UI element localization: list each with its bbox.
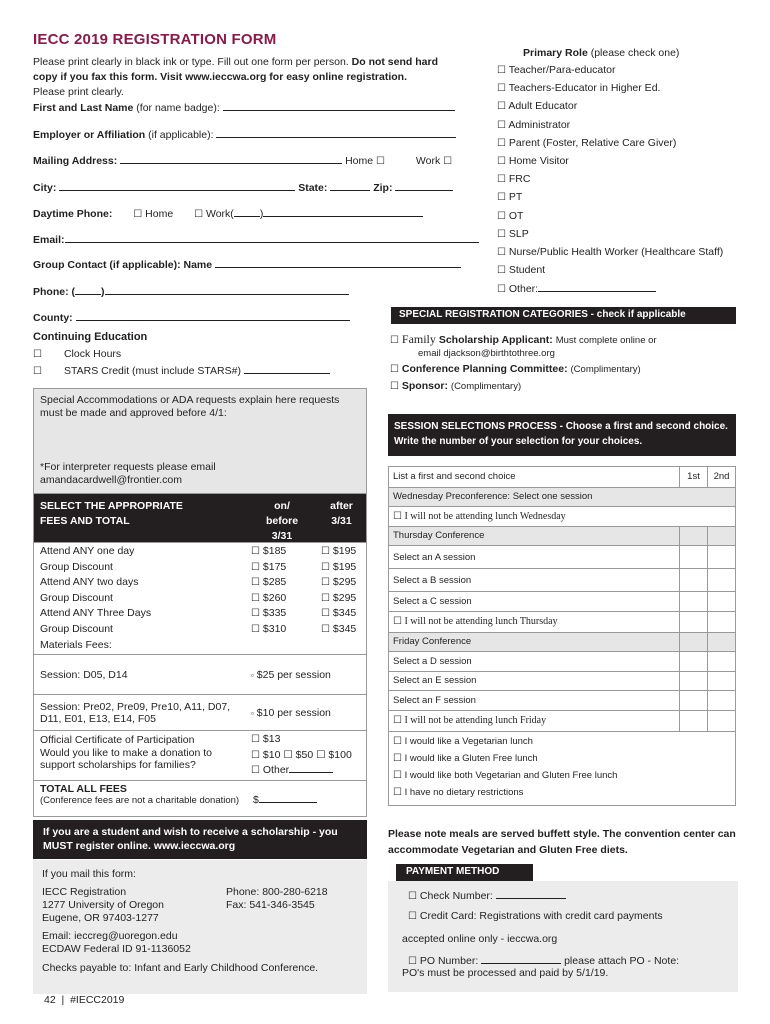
session-a-row[interactable] [389, 545, 735, 568]
role-label: PT [508, 191, 523, 204]
session-b-row[interactable] [389, 568, 735, 591]
checkbox-icon[interactable]: ▫ [251, 670, 254, 680]
role-item[interactable] [497, 246, 757, 264]
fee-before-value: $285 [262, 576, 287, 589]
email-line[interactable] [65, 233, 479, 243]
sponsor-option[interactable] [390, 380, 521, 392]
family-scholarship-label: Scholarship Applicant: [438, 334, 553, 346]
phone-work-close: ) [259, 208, 264, 220]
total-line[interactable] [259, 793, 317, 803]
total-note: (Conference fees are not a charitable donation) [40, 795, 240, 807]
name-note: (for name badge): [136, 102, 220, 114]
fees-table [33, 493, 367, 817]
fee-before-value: $175 [262, 560, 287, 573]
role-label: Adult Educator [508, 100, 578, 113]
friday-lunch-label: I will not be attending lunch Friday [404, 715, 547, 726]
checkbox-icon[interactable]: ☐ [393, 735, 402, 747]
payment-po[interactable] [408, 954, 679, 967]
friday-title-row [389, 632, 735, 652]
intro-line2: copy if you fax this form. Visit www.ieccwa.org for easy online registration. [33, 71, 408, 83]
wednesday-lunch-row[interactable] [389, 506, 735, 526]
mail-fax: Fax: 541-346-3545 [226, 899, 315, 911]
diet-gluten-free[interactable] [389, 753, 735, 770]
sessions-header-2nd: 2nd [707, 467, 735, 487]
phone2-line[interactable] [105, 285, 349, 295]
role-label: Teacher/Para-educator [508, 64, 616, 76]
mail-email-block [42, 930, 191, 956]
session-e-row[interactable] [389, 671, 735, 691]
payment-method-bar: PAYMENT METHOD [396, 864, 533, 881]
checkbox-icon[interactable]: ☐ [393, 769, 402, 781]
checkbox-icon[interactable]: ☐ [251, 577, 260, 589]
role-item[interactable] [497, 64, 757, 82]
fee-after-value: $295 [332, 591, 357, 604]
friday-lunch-row[interactable] [389, 710, 735, 731]
zip-label: Zip: [373, 182, 393, 194]
session1-price: $25 per session [256, 668, 331, 681]
session-d-2nd[interactable] [707, 652, 735, 671]
credit-label: Credit Card: Registrations with credit card payments [419, 910, 663, 922]
session2-price: $10 per session [256, 706, 331, 719]
group-label: Group Contact (if applicable): Name [33, 259, 213, 271]
session-a-2nd[interactable] [707, 546, 735, 568]
county-field[interactable] [33, 311, 350, 324]
fee-row-label: Attend ANY one day [40, 545, 135, 557]
role-item[interactable] [497, 264, 757, 282]
form-title: IECC 2019 REGISTRATION FORM [33, 31, 277, 48]
intro-line1-bold: Do not send hard [351, 56, 438, 68]
thursday-title: Thursday Conference [393, 530, 485, 542]
checkbox-icon[interactable]: ☐ [194, 209, 204, 220]
city-line[interactable] [59, 181, 295, 191]
state-line[interactable] [330, 181, 370, 191]
friday-title: Friday Conference [393, 636, 472, 648]
po-line[interactable] [481, 954, 561, 964]
fee-before-option[interactable] [251, 575, 313, 591]
checkbox-icon[interactable]: ☐ [497, 228, 506, 240]
family-email: email djackson@birthtothree.org [418, 348, 555, 359]
ce-stars-credit[interactable] [33, 364, 330, 377]
checkbox-icon[interactable]: ☐ [251, 623, 260, 635]
session1-label: Session: D05, D14 [40, 668, 128, 681]
fee-after-option[interactable] [321, 560, 362, 576]
mail-addr1: IECC Registration [42, 886, 127, 898]
fee-before-value: $335 [262, 607, 287, 620]
fees-head2c: 3/31 [271, 530, 293, 542]
page-footer: 42 | #IECC2019 [44, 994, 125, 1006]
role-item[interactable] [497, 228, 757, 246]
checkbox-icon[interactable]: ☐ [251, 561, 260, 573]
donation-other[interactable] [251, 763, 366, 779]
thursday-lunch-label: I will not be attending lunch Thursday [404, 616, 558, 627]
family-note: Must complete online or [555, 335, 657, 346]
checkbox-icon[interactable]: ☐ [393, 510, 402, 522]
session-c-row[interactable] [389, 591, 735, 611]
checkbox-icon[interactable]: ☐ [393, 616, 402, 627]
session-b-label: Select a B session [393, 574, 472, 586]
city-field[interactable] [33, 181, 453, 194]
session-c-1st[interactable] [679, 592, 707, 611]
checkbox-icon[interactable]: ☐ [321, 561, 330, 573]
phone2-field[interactable] [33, 285, 349, 298]
fee-before-option[interactable] [251, 606, 313, 622]
fees-header [34, 494, 366, 542]
session-d-row[interactable] [389, 651, 735, 671]
checkbox-icon[interactable]: ☐ [497, 83, 506, 95]
fee-after-option[interactable] [321, 575, 362, 591]
materials-fees-label: Materials Fees: [40, 638, 112, 651]
diet-none[interactable] [389, 787, 735, 802]
fees-head1a: SELECT THE APPROPRIATE [40, 500, 183, 512]
check-line[interactable] [496, 889, 566, 899]
checkbox-icon[interactable]: ☐ [321, 546, 330, 557]
fee-after-option[interactable] [321, 591, 362, 607]
ce-item1-label: Clock Hours [63, 348, 122, 360]
fee-row-label: Group Discount [40, 560, 113, 573]
session-d-label: Select a D session [393, 655, 472, 667]
mailing-field[interactable] [33, 154, 452, 167]
role-label: Teachers-Educator in Higher Ed. [508, 82, 661, 95]
checkbox-icon[interactable]: ☐ [408, 911, 417, 922]
diet-both-label: I would like both Vegetarian and Gluten Free lunch [404, 769, 618, 781]
checkbox-icon[interactable]: ☐ [393, 715, 402, 726]
po-label: PO Number: [419, 955, 479, 967]
checkbox-icon[interactable]: ☐ [497, 155, 506, 167]
wednesday-lunch-label: I will not be attending lunch Wednesday [404, 510, 566, 522]
city-label: City: [33, 182, 57, 194]
fee-after-value: $295 [332, 576, 357, 589]
employer-line[interactable] [216, 128, 456, 138]
stars-line[interactable] [244, 364, 330, 374]
role-label: Student [508, 264, 546, 277]
thursday-title-row [389, 526, 735, 546]
role-item[interactable] [497, 173, 757, 191]
role-item[interactable] [497, 282, 757, 300]
phone-work-label: Work( [206, 208, 234, 220]
role-item[interactable] [497, 100, 757, 118]
name-label: First and Last Name [33, 102, 134, 114]
checkbox-icon[interactable]: ☐ [390, 364, 399, 375]
total-dollar: $ [253, 794, 259, 807]
role-label: FRC [508, 173, 531, 186]
fees-header-title [34, 494, 247, 542]
role-label: OT [508, 209, 524, 222]
payment-po-note2: PO's must be processed and paid by 5/1/19. [402, 967, 609, 979]
phone-area-line[interactable] [234, 207, 260, 217]
phone-number-line[interactable] [263, 207, 423, 217]
sponsor-label: Sponsor: [401, 380, 448, 392]
donation-other-label: Other [262, 764, 290, 777]
email-label: Email: [33, 234, 65, 246]
mail-addr2: 1277 University of Oregon [42, 899, 164, 911]
checkbox-icon[interactable]: ☐ [251, 749, 260, 761]
session-f-1st[interactable] [679, 691, 707, 710]
sponsor-note: (Complimentary) [450, 381, 522, 392]
payment-check[interactable] [408, 889, 566, 902]
mailing-home-label: Home [345, 155, 374, 167]
mail-addr3: Eugene, OR 97403-1277 [42, 912, 159, 924]
other-line[interactable] [538, 282, 656, 292]
fee-before-value: $185 [262, 545, 287, 557]
name-line[interactable] [223, 101, 455, 111]
role-label: Administrator [508, 118, 571, 131]
fee-before-option[interactable] [251, 560, 313, 576]
donation-options[interactable] [251, 748, 366, 764]
checkbox-icon[interactable]: ☐ [497, 284, 506, 296]
session1-option[interactable] [247, 669, 366, 681]
checkbox-icon[interactable]: ☐ [393, 752, 402, 764]
fees-head1b: FEES AND TOTAL [40, 515, 130, 527]
name-field[interactable] [33, 101, 455, 114]
fee-before-value: $260 [262, 591, 287, 604]
checkbox-icon[interactable]: ☐ [251, 765, 260, 777]
intro-line3: Please print clearly. [33, 86, 124, 98]
state-label: State: [298, 182, 328, 194]
checkbox-icon[interactable]: ☐ [408, 891, 417, 902]
role-label: Home Visitor [508, 154, 569, 167]
fee-row-label: Group Discount [40, 622, 113, 635]
payment-credit[interactable] [408, 910, 663, 922]
session-a-1st[interactable] [679, 546, 707, 568]
phone2-label: Phone: ( [33, 286, 75, 298]
group-contact-field[interactable] [33, 258, 461, 271]
checkbox-icon[interactable]: ☐ [133, 209, 143, 220]
donation-label: Would you like to make a donation to support scholarships for families? [40, 746, 212, 772]
zip-line[interactable] [395, 181, 453, 191]
po-note: please attach PO - Note: [564, 955, 680, 967]
student-scholarship-bar: If you are a student and wish to receive a scholarship - you MUST register online. www.ieccwa.org [33, 820, 367, 859]
fees-head2a: on/ [274, 500, 290, 512]
wednesday-title: Wednesday Preconference: Select one session [393, 491, 593, 503]
checkbox-icon[interactable]: ☐ [408, 956, 417, 967]
fee-before-option[interactable] [251, 591, 313, 607]
session-a-label: Select an A session [393, 551, 476, 563]
employer-note: (if applicable): [148, 129, 214, 141]
fees-header-before [247, 494, 317, 542]
diet-options [389, 731, 735, 805]
role-label: Parent (Foster, Relative Care Giver) [508, 136, 677, 149]
planning-committee-option[interactable] [390, 363, 641, 375]
fees-head3b: 3/31 [331, 515, 352, 527]
fees-head3a: after [330, 500, 353, 512]
session-e-2nd[interactable] [707, 672, 735, 691]
special-categories-bar: SPECIAL REGISTRATION CATEGORIES - check if applicable [391, 307, 736, 324]
role-label: SLP [508, 227, 529, 240]
fee-before-option[interactable] [251, 544, 313, 560]
checkbox-icon[interactable]: ☐ [321, 623, 330, 635]
intro-line1: Please print clearly in black ink or type. Fill out one form per person. [33, 56, 349, 68]
employer-label: Employer or Affiliation [33, 129, 146, 141]
checkbox-icon[interactable]: ☐ [497, 65, 506, 76]
checkbox-icon[interactable]: ☐ [497, 119, 506, 131]
checkbox-icon[interactable]: ☐ [321, 592, 330, 604]
checkbox-icon[interactable]: ☐ [251, 546, 260, 557]
mail-email: Email: ieccreg@uoregon.edu [42, 930, 178, 942]
cert-option[interactable] [251, 732, 366, 748]
donation-values: $10 ☐ $50 ☐ $100 [262, 748, 352, 761]
fees-attend-rows [34, 542, 366, 654]
daytime-phone-field[interactable] [33, 207, 423, 220]
checkbox-icon[interactable]: ☐ [497, 192, 506, 204]
payment-credit-note: accepted online only - ieccwa.org [402, 933, 558, 945]
checkbox-icon[interactable]: ☐ [497, 210, 506, 222]
checkbox-icon[interactable]: ☐ [390, 335, 399, 346]
checkbox-icon[interactable]: ☐ [251, 592, 260, 604]
session-c-2nd[interactable] [707, 592, 735, 611]
intro-text [33, 55, 493, 100]
role-heading-note: (please check one) [590, 47, 680, 59]
session-d-1st[interactable] [679, 652, 707, 671]
session2-label: Session: Pre02, Pre09, Pre10, A11, D07, D11, E01, E13, E14, F05 [40, 700, 231, 725]
session-f-2nd[interactable] [707, 691, 735, 710]
group-line[interactable] [215, 258, 461, 268]
checkbox-icon[interactable]: ☐ [497, 174, 506, 186]
fee-after-value: $345 [332, 622, 357, 635]
checkbox-icon[interactable]: ☐ [321, 608, 330, 620]
fees-head2b: before [265, 515, 299, 527]
role-label: Nurse/Public Health Worker (Healthcare Staff) [508, 245, 724, 258]
checkbox-icon[interactable]: ☐ [321, 577, 330, 589]
phone-home-label: Home [145, 208, 174, 220]
email-field[interactable] [33, 233, 479, 246]
mail-checks: Checks payable to: Infant and Early Childhood Conference. [42, 962, 319, 974]
fee-after-option[interactable] [321, 622, 362, 638]
planning-note: (Complimentary) [570, 364, 641, 375]
checkbox-icon[interactable]: ☐ [443, 156, 453, 167]
role-heading-bold: Primary Role [523, 47, 588, 59]
planning-label: Conference Planning Committee: [401, 363, 568, 375]
checkbox-icon[interactable]: ☐ [497, 137, 506, 149]
session-selections-bar: SESSION SELECTIONS PROCESS - Choose a first and second choice. Write the number of your selection for your choices. [388, 414, 736, 456]
session-f-row[interactable] [389, 690, 735, 710]
fee-after-value: $345 [332, 607, 357, 620]
session-b-2nd[interactable] [707, 569, 735, 591]
mail-address [42, 886, 164, 925]
wednesday-title-row [389, 487, 735, 507]
phone2-area-line[interactable] [75, 285, 101, 295]
checkbox-icon[interactable]: ☐ [376, 156, 385, 167]
session-b-1st[interactable] [679, 569, 707, 591]
thursday-lunch-row[interactable] [389, 611, 735, 632]
sessions-header-list: List a first and second choice [393, 471, 516, 483]
ce-item2-label: STARS Credit (must include STARS#) [63, 365, 241, 377]
role-item[interactable] [497, 119, 757, 137]
fees-header-after [317, 494, 366, 542]
session-e-1st[interactable] [679, 672, 707, 691]
session-f-label: Select an F session [393, 694, 476, 706]
session2-row [34, 694, 366, 730]
fee-after-value: $195 [332, 545, 357, 557]
session-selections-table [388, 466, 736, 806]
fee-after-value: $195 [332, 560, 357, 573]
fee-before-option[interactable] [251, 622, 313, 638]
cert-price: $13 [262, 733, 281, 746]
family-scholarship-option[interactable] [390, 332, 657, 347]
sessions-header-1st: 1st [679, 467, 707, 487]
fee-row-label: Attend ANY two days [40, 576, 139, 589]
sessions-header-row [389, 467, 735, 487]
check-label: Check Number: [419, 890, 493, 902]
checkbox-icon[interactable]: ☐ [497, 101, 506, 113]
mail-phone: Phone: 800-280-6218 [226, 886, 328, 898]
total-row [34, 780, 366, 816]
total-label: TOTAL ALL FEES [40, 783, 127, 796]
cert-donation-row [34, 730, 366, 780]
ce-heading: Continuing Education [33, 331, 148, 343]
meals-note: Please note meals are served buffett style. The convention center can accommodate Vegetarian and Gluten Free diets. [388, 828, 736, 856]
checkbox-icon[interactable]: ☐ [497, 246, 506, 258]
mail-heading: If you mail this form: [42, 868, 136, 880]
fee-after-option[interactable] [321, 544, 362, 560]
county-line[interactable] [76, 311, 350, 321]
checkbox-icon[interactable]: ☐ [251, 608, 260, 620]
total-field[interactable] [247, 781, 366, 816]
diet-both[interactable] [389, 770, 735, 787]
checkbox-icon[interactable]: ☐ [251, 734, 260, 746]
role-item[interactable] [497, 137, 757, 155]
role-item[interactable] [497, 155, 757, 173]
employer-field[interactable] [33, 128, 456, 141]
county-label: County: [33, 312, 73, 324]
diet-none-label: I have no dietary restrictions [404, 786, 524, 798]
ce-clock-hours[interactable] [33, 348, 121, 360]
fee-row-label: Attend ANY Three Days [40, 607, 152, 620]
mail-contact [226, 886, 328, 912]
checkbox-icon[interactable]: ☐ [497, 265, 506, 277]
fee-after-option[interactable] [321, 606, 362, 622]
donation-other-line[interactable] [289, 763, 333, 773]
role-item[interactable] [497, 82, 757, 100]
diet-gluten-free-label: I would like a Gluten Free lunch [404, 752, 538, 764]
session1-row [34, 654, 366, 694]
fee-before-value: $310 [262, 622, 287, 635]
role-item[interactable] [497, 210, 757, 228]
interpreter-note: *For interpreter requests please email amandacardwell@frontier.com [40, 461, 216, 486]
fee-row-label: Group Discount [40, 591, 113, 604]
role-label: Other: [508, 283, 539, 296]
mailing-work-label: Work [415, 155, 441, 167]
phone2-close: ) [101, 286, 105, 298]
checkbox-icon[interactable]: ☐ [33, 366, 42, 377]
accommodations-text: Special Accommodations or ADA requests explain here requests must be made and approved before 4/1: [40, 394, 340, 419]
session-e-label: Select an E session [393, 675, 477, 687]
mailing-line[interactable] [120, 154, 342, 164]
cert-label: Official Certificate of Participation [40, 734, 195, 747]
checkbox-icon[interactable]: ☐ [393, 786, 402, 798]
session-c-label: Select a C session [393, 595, 472, 607]
checkbox-icon[interactable]: ☐ [33, 349, 42, 360]
mail-fed-id: ECDAW Federal ID 91-1136052 [42, 943, 191, 955]
primary-role-list [497, 47, 757, 300]
phone-label: Daytime Phone: [33, 208, 113, 220]
family-label: Family [401, 332, 436, 346]
checkbox-icon[interactable]: ☐ [390, 381, 399, 392]
mailing-label: Mailing Address: [33, 155, 118, 167]
checkbox-icon[interactable]: ▫ [251, 708, 254, 718]
diet-vegetarian-label: I would like a Vegetarian lunch [404, 735, 533, 747]
session2-option[interactable] [247, 707, 366, 719]
diet-vegetarian[interactable] [389, 736, 735, 753]
role-item[interactable] [497, 191, 757, 209]
role-heading [497, 47, 757, 59]
